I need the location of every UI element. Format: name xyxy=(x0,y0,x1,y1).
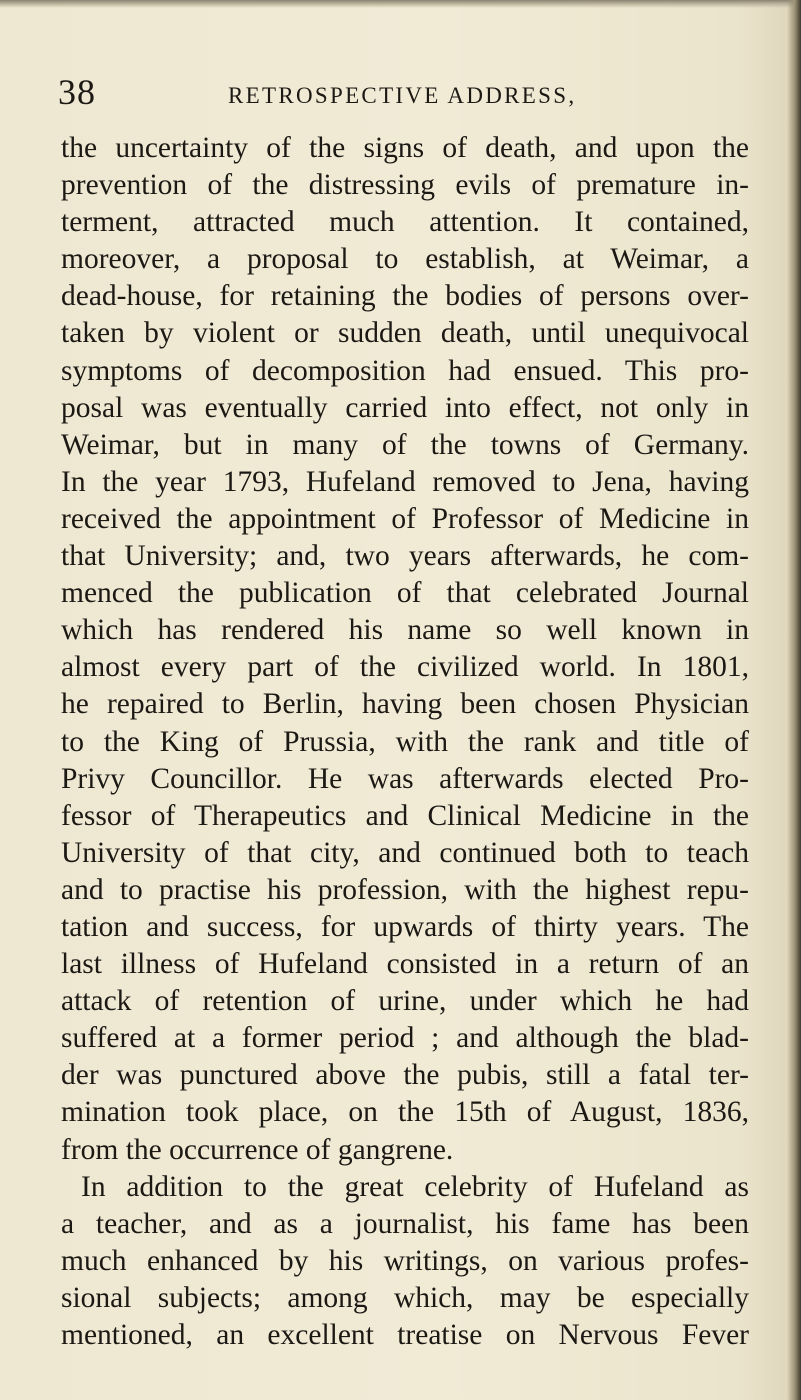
text-line: University of that city, and continued both to teach xyxy=(61,836,749,869)
text-line: tation and success, for upwards of thirty years. The xyxy=(61,910,749,943)
page-header xyxy=(0,70,801,114)
text-line: the uncertainty of the signs of death, and upon the xyxy=(61,132,749,164)
text-line-paragraph-end: from the occurrence of gangrene. xyxy=(61,1133,454,1166)
text-line: received the appointment of Professor of Medicine in xyxy=(61,502,749,535)
text-line: to the King of Prussia, with the rank and title of xyxy=(61,725,749,758)
text-line: In the year 1793, Hufeland removed to Jena, having xyxy=(61,465,749,498)
top-edge-shadow xyxy=(0,0,801,8)
text-line: which has rendered his name so well known in xyxy=(61,614,749,647)
text-line: mination took place, on the 15th of August, 1836, xyxy=(61,1096,749,1129)
text-line: and to practise his profession, with the highest repu- xyxy=(61,873,749,906)
text-line: der was punctured above the pubis, still a fatal ter- xyxy=(61,1059,749,1092)
text-line: Weimar, but in many of the towns of Germany. xyxy=(61,428,749,461)
text-line: dead-house, for retaining the bodies of persons over- xyxy=(61,280,749,313)
text-line-paragraph-start: In addition to the great celebrity of Hufeland as xyxy=(81,1170,749,1203)
text-line: almost every part of the civilized world. In 1801, xyxy=(61,651,749,684)
text-line: attack of retention of urine, under which he had xyxy=(61,985,749,1018)
page-edge-shadow xyxy=(787,0,801,1400)
text-line: suffered at a former period ; and although the blad- xyxy=(61,1022,749,1055)
text-line: menced the publication of that celebrated Journal xyxy=(61,577,749,610)
text-line: he repaired to Berlin, having been chosen Physician xyxy=(61,688,749,721)
running-head: RETROSPECTIVE ADDRESS, xyxy=(228,83,577,108)
text-line: sional subjects; among which, may be especially xyxy=(61,1281,749,1314)
text-line: mentioned, an excellent treatise on Nervous Fever xyxy=(61,1319,749,1351)
text-line: symptoms of decomposition had ensued. This pro- xyxy=(61,354,749,387)
text-line: fessor of Therapeutics and Clinical Medicine in the xyxy=(61,799,749,832)
text-line: a teacher, and as a journalist, his fame has been xyxy=(61,1207,749,1240)
text-line: last illness of Hufeland consisted in a return of an xyxy=(61,948,749,981)
text-line: that University; and, two years afterwards, he com- xyxy=(61,540,749,573)
text-line: taken by violent or sudden death, until unequivocal xyxy=(61,317,749,350)
text-line: prevention of the distressing evils of premature in- xyxy=(61,169,749,202)
body-text xyxy=(61,130,749,1354)
page-number: 38 xyxy=(58,72,96,112)
text-line: terment, attracted much attention. It contained, xyxy=(61,206,749,239)
text-line: Privy Councillor. He was afterwards elected Pro- xyxy=(61,762,749,795)
text-line: posal was eventually carried into effect, not only in xyxy=(61,391,749,424)
text-line: moreover, a proposal to establish, at Weimar, a xyxy=(61,243,749,276)
text-line: much enhanced by his writings, on various profes- xyxy=(61,1244,749,1277)
